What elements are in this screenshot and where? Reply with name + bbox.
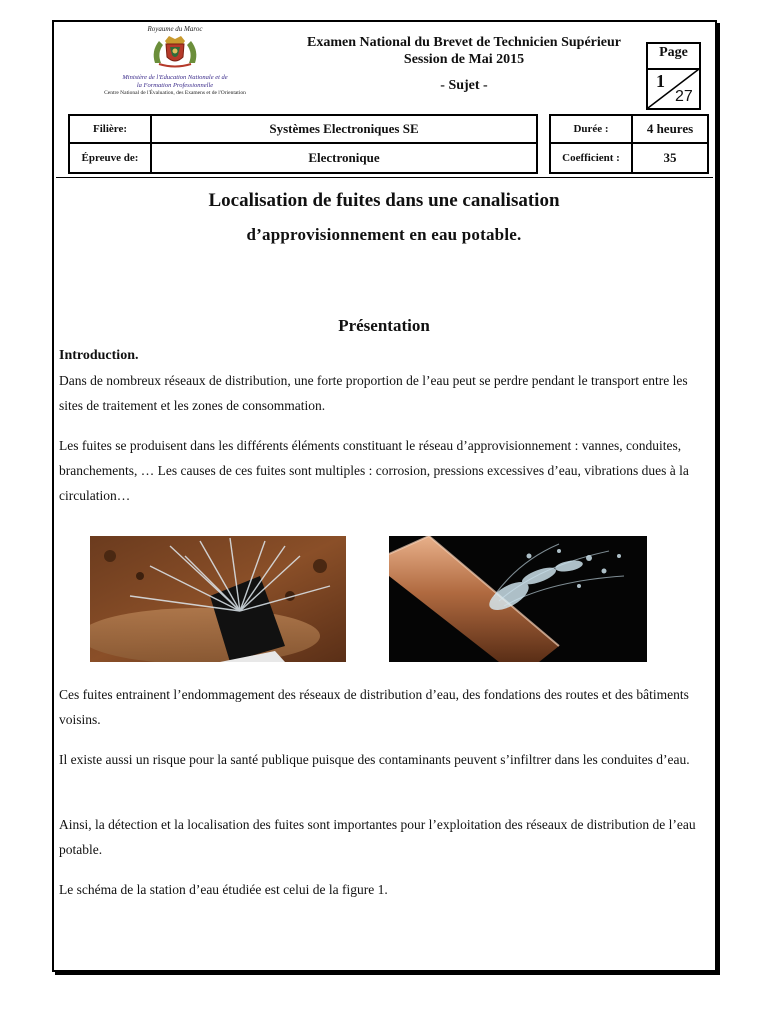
paragraph-6: Le schéma de la station d’eau étudiée est celui de la figure 1. — [59, 882, 388, 897]
exam-title: Examen National du Brevet de Technicien Supérieur — [307, 35, 621, 50]
duree-value: 4 heures — [633, 116, 707, 144]
duree-coefficient-table — [549, 114, 709, 174]
kingdom-label: Royaume du Maroc — [147, 25, 203, 33]
intro-heading: Introduction. — [59, 348, 139, 363]
epreuve-value: Electronique — [308, 150, 380, 165]
sujet-label: - Sujet - — [440, 78, 488, 93]
paragraph-5: Ainsi, la détection et la localisation des fuites sont importantes pour l’exploitation des réseaux de distribution de l’eau potable. — [59, 817, 696, 857]
duree-label: Durée : — [551, 116, 633, 144]
coefficient-value: 35 — [663, 150, 677, 165]
ministry-logo-block — [60, 25, 290, 100]
exam-session: Session de Mai 2015 — [403, 52, 525, 67]
burst-pipe-photo-soil — [90, 536, 346, 662]
header-divider — [56, 177, 713, 178]
ministry-line2: la Formation Professionnelle — [136, 82, 214, 89]
filiere-value: Systèmes Electroniques SE — [152, 116, 536, 144]
page-number: 1 — [656, 71, 665, 91]
centre-label: Centre National de l'Évaluation, des Examens et de l'Orientation — [104, 90, 246, 96]
coat-of-arms-icon — [147, 33, 203, 69]
page-label: Page — [659, 45, 688, 60]
copper-pipe-leak-photo — [389, 536, 647, 662]
paragraph-2: Les fuites se produisent dans les différents éléments constituant le réseau d’approvisionnement : vannes, conduites, branchements, … Les causes de ces fuites sont multiples : corrosion, pressions excessives d’eau, vibrations dues à la circulation… — [59, 438, 689, 503]
exam-title-block — [264, 34, 664, 68]
page-counter-box — [646, 42, 701, 110]
exam-page-frame — [52, 20, 717, 972]
paragraph-1: Dans de nombreux réseaux de distribution, une forte proportion de l’eau peut se perdre pendant le transport entre les sites de traitement et les zones de consommation. — [59, 373, 688, 413]
paragraph-4: Il existe aussi un risque pour la santé publique puisque des contaminants peuvent s’infiltrer dans les conduites d’eau. — [59, 752, 690, 767]
ministry-line1: Ministère de l'Education Nationale et de — [122, 74, 228, 81]
filiere-label: Filière: — [70, 116, 152, 144]
filiere-epreuve-table — [68, 114, 538, 174]
document-title-line2: d’approvisionnement en eau potable. — [246, 225, 522, 244]
section-title: Présentation — [338, 316, 430, 335]
coefficient-label: Coefficient : — [551, 144, 633, 172]
epreuve-label: Épreuve de: — [70, 144, 152, 172]
page-total: 27 — [675, 88, 693, 105]
document-title-line1: Localisation de fuites dans une canalisation — [208, 190, 560, 211]
paragraph-3: Ces fuites entrainent l’endommagement des réseaux de distribution d’eau, des fondations des routes et des bâtiments voisins. — [59, 687, 689, 727]
